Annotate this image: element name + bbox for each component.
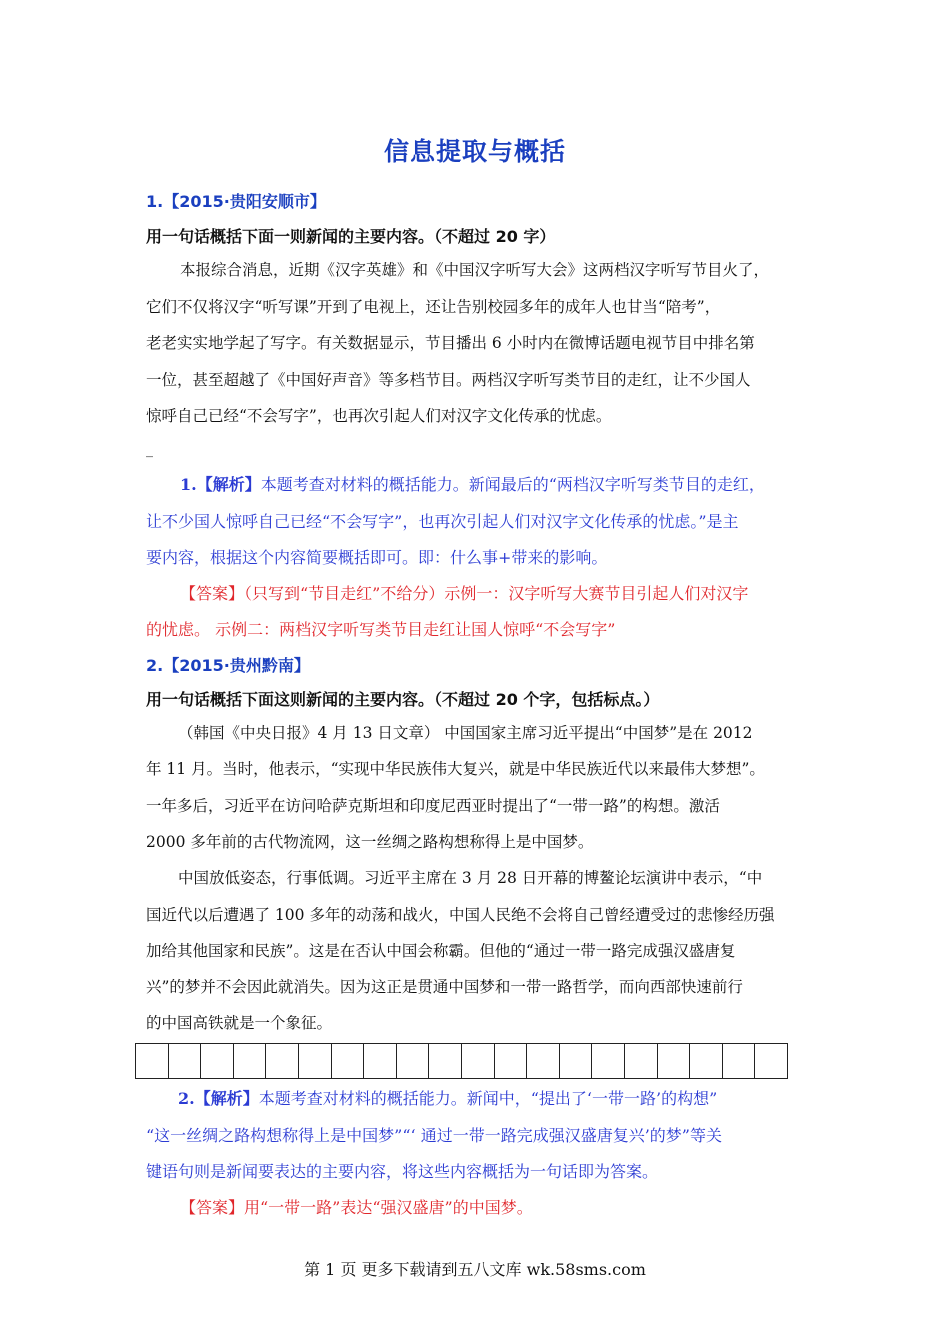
- q1-passage-line: 老老实实地学起了写字。有关数据显示，节目播出 6 小时内在微博话题电视节目中排名第: [146, 334, 755, 352]
- answer-grid-cell[interactable]: [658, 1043, 691, 1079]
- q2-passage-line: 的中国高铁就是一个象征。: [146, 1014, 333, 1032]
- q2-answer-line: 【答案】用“一带一路”表达“强汉盛唐”的中国梦。: [180, 1198, 533, 1217]
- q2-analysis-line: “这一丝绸之路构想称得上是中国梦”“‘ 通过一带一路完成强汉盛唐复兴’的梦”等关: [146, 1126, 722, 1145]
- answer-grid-cell[interactable]: [364, 1043, 397, 1079]
- q1-analysis-line: [180, 472, 765, 495]
- q2-analysis-tag: 2.【解析】: [178, 1089, 259, 1108]
- q1-answer-blank: _: [146, 442, 153, 458]
- q1-answer-line: 的忧虑。 示例二：两档汉字听写类节目走红让国人惊呼“不会写字”: [146, 620, 616, 639]
- q1-passage-line: 本报综合消息，近期《汉字英雄》和《中国汉字听写大会》这两档汉字听写节目火了，: [180, 261, 770, 279]
- q1-analysis-line: 要内容，根据这个内容简要概括即可。即：什么事+带来的影响。: [146, 548, 608, 567]
- q2-analysis-line: [178, 1086, 717, 1109]
- q1-passage-line: 惊呼自己已经“不会写字”，也再次引起人们对汉字文化传承的忧虑。: [146, 407, 612, 425]
- q1-analysis-tag: 1.【解析】: [180, 475, 261, 494]
- answer-grid-cell[interactable]: [429, 1043, 462, 1079]
- q1-answer-line: 【答案】（只写到“节目走红”不给分）示例一：汉字听写大赛节目引起人们对汉字: [180, 584, 749, 603]
- q2-heading: 2.【2015·贵州黔南】: [146, 656, 310, 675]
- q2-passage-line: 兴”的梦并不会因此就消失。因为这正是贯通中国梦和一带一路哲学，而向西部快速前行: [146, 978, 743, 996]
- answer-grid-cell[interactable]: [625, 1043, 658, 1079]
- q1-passage-line: 一位，甚至超越了《中国好声音》等多档节目。两档汉字听写类节目的走红，让不少国人: [146, 371, 751, 389]
- q1-analysis-text: 本题考查对材料的概括能力。新闻最后的“两档汉字听写类节目的走红，: [260, 475, 765, 494]
- q2-passage-line: 国近代以后遭遇了 100 多年的动荡和战火，中国人民绝不会将自己曾经遭受过的悲惨经历强: [146, 906, 775, 924]
- q2-analysis-line: 键语句则是新闻要表达的主要内容，将这些内容概括为一句话即为答案。: [146, 1162, 659, 1181]
- answer-grid-cell[interactable]: [495, 1043, 528, 1079]
- q1-passage-line: 它们不仅将汉字“听写课”开到了电视上，还让告别校园多年的成年人也甘当“陪考”，: [146, 298, 721, 316]
- q1-heading: 1.【2015·贵阳安顺市】: [146, 192, 326, 211]
- q2-passage-line: 2000 多年前的古代物流网，这一丝绸之路构想称得上是中国梦。: [146, 833, 594, 851]
- answer-grid-cell[interactable]: [690, 1043, 723, 1079]
- answer-grid-cell[interactable]: [397, 1043, 430, 1079]
- q2-passage-line: （韩国《中央日报》4 月 13 日文章） 中国国家主席习近平提出“中国梦”是在 2012: [178, 724, 753, 742]
- answer-grid-cell[interactable]: [266, 1043, 299, 1079]
- q1-prompt: 用一句话概括下面一则新闻的主要内容。（不超过 20 字）: [146, 227, 556, 246]
- answer-grid-cell[interactable]: [136, 1043, 169, 1079]
- answer-grid-cell[interactable]: [592, 1043, 625, 1079]
- answer-grid-cell[interactable]: [332, 1043, 365, 1079]
- q1-analysis-line: 让不少国人惊呼自己已经“不会写字”，也再次引起人们对汉字文化传承的忧虑。”是主: [146, 512, 739, 531]
- page-footer: 第 1 页 更多下载请到五八文库 wk.58sms.com: [304, 1260, 646, 1279]
- q2-passage-line: 中国放低姿态，行事低调。习近平主席在 3 月 28 日开幕的博鳌论坛演讲中表示，“中: [178, 869, 763, 887]
- q2-passage-line: 加给其他国家和民族”。这是在否认中国会称霸。但他的“通过一带一路完成强汉盛唐复: [146, 942, 736, 960]
- answer-grid-cell[interactable]: [560, 1043, 593, 1079]
- answer-grid-cell[interactable]: [527, 1043, 560, 1079]
- answer-grid-cell[interactable]: [201, 1043, 234, 1079]
- page-title: 信息提取与概括: [383, 137, 566, 166]
- answer-grid: [135, 1043, 788, 1079]
- q2-prompt: 用一句话概括下面这则新闻的主要内容。（不超过 20 个字，包括标点。）: [146, 690, 660, 709]
- answer-grid-cell[interactable]: [299, 1043, 332, 1079]
- q2-passage-line: 一年多后，习近平在访问哈萨克斯坦和印度尼西亚时提出了“一带一路”的构想。激活: [146, 797, 720, 815]
- answer-grid-cell[interactable]: [169, 1043, 202, 1079]
- q2-analysis-text: 本题考查对材料的概括能力。新闻中，“提出了‘一带一路’的构想”: [258, 1089, 718, 1108]
- answer-grid-cell[interactable]: [234, 1043, 267, 1079]
- q2-passage-line: 年 11 月。当时，他表示，“实现中华民族伟大复兴，就是中华民族近代以来最伟大梦想”。: [146, 760, 765, 778]
- answer-grid-cell[interactable]: [755, 1043, 788, 1079]
- answer-grid-cell[interactable]: [723, 1043, 756, 1079]
- answer-grid-cell[interactable]: [462, 1043, 495, 1079]
